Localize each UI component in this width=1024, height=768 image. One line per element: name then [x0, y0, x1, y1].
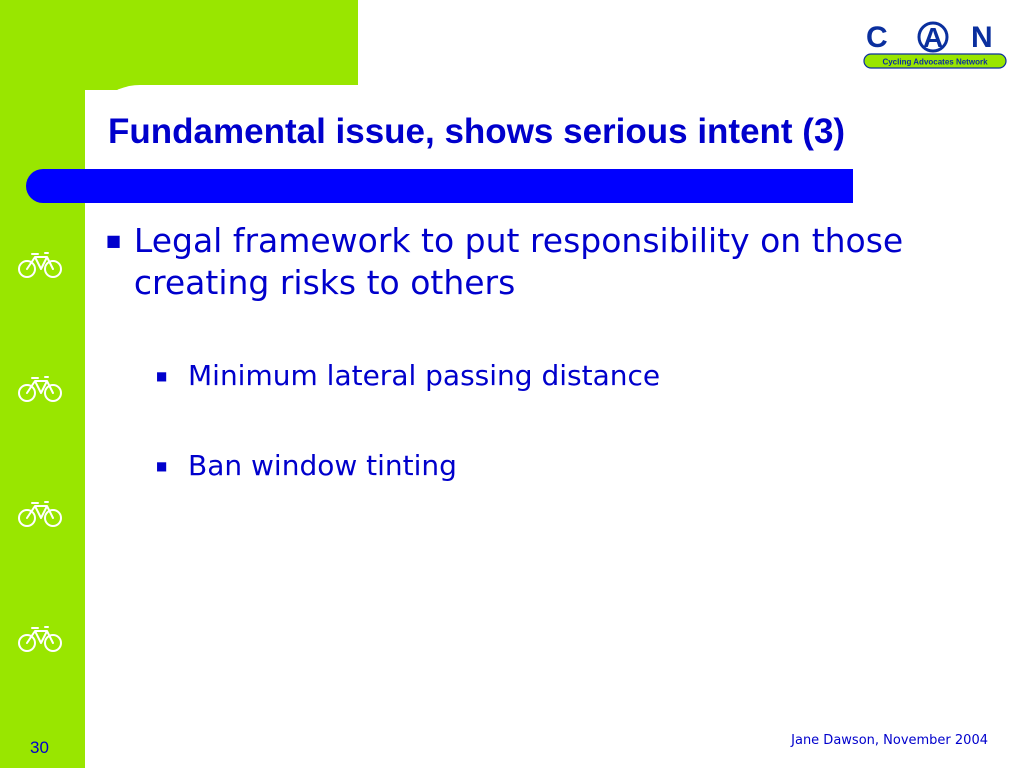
title-underline-bar [26, 169, 853, 203]
logo-subtitle: Cycling Advocates Network [882, 57, 988, 67]
bicycle-icon [17, 497, 63, 529]
bicycle-icon [17, 248, 63, 280]
slide-title: Fundamental issue, shows serious intent (3) [108, 112, 846, 151]
can-logo [862, 16, 1008, 72]
slide-number: 30 [30, 738, 49, 757]
sub-bullet-text: Minimum lateral passing distance [188, 359, 661, 392]
bicycle-icon [17, 622, 63, 654]
sub-bullet-item [156, 358, 660, 394]
svg-text:A: A [923, 22, 944, 53]
sub-bullet-item [156, 448, 457, 484]
square-bullet-icon: ■ [156, 369, 168, 383]
bicycle-icon [17, 372, 63, 404]
bullet-text: Legal framework to put responsibility on those creating risks to others [133, 221, 904, 302]
footer-author-date: Jane Dawson, November 2004 [791, 733, 988, 748]
top-green-band [0, 0, 358, 90]
square-bullet-icon: ■ [156, 459, 168, 473]
bullet-item [106, 220, 986, 304]
square-bullet-icon: ■ [106, 231, 122, 250]
sub-bullet-text: Ban window tinting [188, 449, 457, 482]
svg-text:C: C [866, 21, 888, 54]
svg-text:N: N [971, 21, 993, 54]
